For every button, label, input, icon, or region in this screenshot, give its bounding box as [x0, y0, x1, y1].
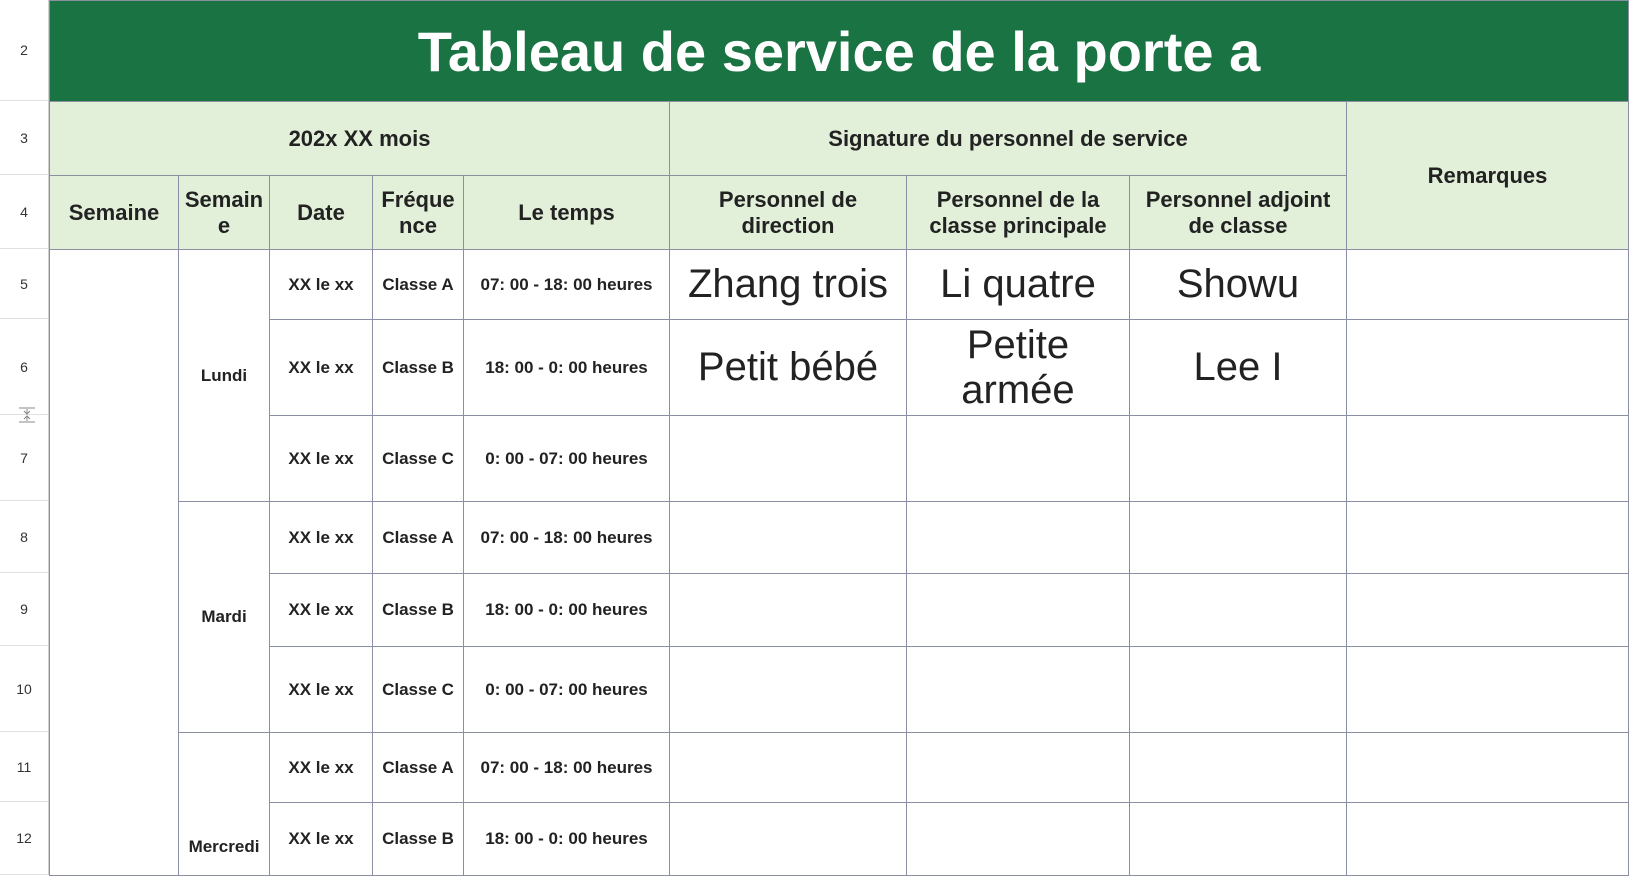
principale-cell[interactable] — [907, 502, 1130, 574]
row-header-column — [0, 0, 49, 875]
classe-cell[interactable]: Classe C — [373, 416, 464, 502]
row-number[interactable]: 6 — [0, 319, 48, 415]
column-header-semaine[interactable]: Semaine — [50, 176, 179, 250]
adjoint-cell[interactable] — [1130, 733, 1347, 803]
row-resize-icon[interactable] — [17, 405, 37, 425]
table-row — [50, 803, 1629, 876]
day-cell-mardi[interactable]: Mardi — [179, 502, 270, 733]
adjoint-cell[interactable] — [1130, 574, 1347, 647]
adjoint-cell[interactable]: Showu — [1130, 250, 1347, 320]
date-cell[interactable]: XX le xx — [270, 733, 373, 803]
period-header[interactable]: 202x XX mois — [50, 102, 670, 176]
row-number[interactable]: 10 — [0, 646, 48, 732]
classe-cell[interactable]: Classe A — [373, 502, 464, 574]
temps-cell[interactable]: 18: 00 - 0: 00 heures — [464, 803, 670, 876]
temps-cell[interactable]: 07: 00 - 18: 00 heures — [464, 502, 670, 574]
principale-cell[interactable] — [907, 803, 1130, 876]
classe-cell[interactable]: Classe A — [373, 250, 464, 320]
direction-cell[interactable] — [670, 647, 907, 733]
table-row — [50, 647, 1629, 733]
principale-cell[interactable] — [907, 733, 1130, 803]
principale-cell[interactable] — [907, 416, 1130, 502]
classe-cell[interactable]: Classe B — [373, 574, 464, 647]
row-number[interactable]: 7 — [0, 415, 48, 501]
column-header-frequence[interactable]: Fréque nce — [373, 176, 464, 250]
remarks-cell[interactable] — [1347, 803, 1629, 876]
date-cell[interactable]: XX le xx — [270, 320, 373, 416]
column-header-date[interactable]: Date — [270, 176, 373, 250]
remarks-cell[interactable] — [1347, 416, 1629, 502]
table-row — [50, 250, 1629, 320]
row-number[interactable]: 4 — [0, 175, 48, 249]
signature-group-header[interactable]: Signature du personnel de service — [670, 102, 1347, 176]
column-header-principale[interactable]: Personnel de la classe principale — [907, 176, 1130, 250]
column-header-adjoint[interactable]: Personnel adjoint de classe — [1130, 176, 1347, 250]
week-cell[interactable] — [50, 250, 179, 876]
duty-roster-table — [49, 0, 1629, 876]
row-number[interactable]: 5 — [0, 249, 48, 319]
row-number[interactable]: 12 — [0, 802, 48, 875]
row-number[interactable]: 3 — [0, 101, 48, 175]
date-cell[interactable]: XX le xx — [270, 647, 373, 733]
direction-cell[interactable] — [670, 733, 907, 803]
table-row — [50, 502, 1629, 574]
direction-cell[interactable]: Petit bébé — [670, 320, 907, 416]
remarks-cell[interactable] — [1347, 502, 1629, 574]
classe-cell[interactable]: Classe A — [373, 733, 464, 803]
remarks-header[interactable]: Remarques — [1347, 102, 1629, 250]
row-number[interactable]: 9 — [0, 573, 48, 646]
table-row — [50, 733, 1629, 803]
date-cell[interactable]: XX le xx — [270, 574, 373, 647]
date-cell[interactable]: XX le xx — [270, 250, 373, 320]
direction-cell[interactable] — [670, 803, 907, 876]
principale-cell[interactable]: Li quatre — [907, 250, 1130, 320]
column-header-temps[interactable]: Le temps — [464, 176, 670, 250]
date-cell[interactable]: XX le xx — [270, 416, 373, 502]
row-number[interactable]: 11 — [0, 732, 48, 802]
direction-cell[interactable] — [670, 416, 907, 502]
column-header-semaine-2[interactable]: Semain e — [179, 176, 270, 250]
adjoint-cell[interactable] — [1130, 803, 1347, 876]
day-cell-mercredi[interactable]: Mercredi — [179, 733, 270, 876]
table-row — [50, 320, 1629, 416]
principale-cell[interactable] — [907, 647, 1130, 733]
column-header-direction[interactable]: Personnel de direction — [670, 176, 907, 250]
classe-cell[interactable]: Classe B — [373, 803, 464, 876]
classe-cell[interactable]: Classe C — [373, 647, 464, 733]
remarks-cell[interactable] — [1347, 733, 1629, 803]
row-number[interactable]: 2 — [0, 0, 48, 101]
sheet-title[interactable]: Tableau de service de la porte a — [50, 1, 1629, 102]
temps-cell[interactable]: 07: 00 - 18: 00 heures — [464, 250, 670, 320]
row-number[interactable]: 8 — [0, 501, 48, 573]
classe-cell[interactable]: Classe B — [373, 320, 464, 416]
adjoint-cell[interactable] — [1130, 502, 1347, 574]
adjoint-cell[interactable] — [1130, 647, 1347, 733]
principale-cell[interactable]: Petite armée — [907, 320, 1130, 416]
remarks-cell[interactable] — [1347, 574, 1629, 647]
direction-cell[interactable] — [670, 574, 907, 647]
direction-cell[interactable] — [670, 502, 907, 574]
direction-cell[interactable]: Zhang trois — [670, 250, 907, 320]
temps-cell[interactable]: 18: 00 - 0: 00 heures — [464, 574, 670, 647]
day-cell-lundi[interactable]: Lundi — [179, 250, 270, 502]
date-cell[interactable]: XX le xx — [270, 803, 373, 876]
remarks-cell[interactable] — [1347, 647, 1629, 733]
adjoint-cell[interactable] — [1130, 416, 1347, 502]
temps-cell[interactable]: 0: 00 - 07: 00 heures — [464, 647, 670, 733]
table-row — [50, 416, 1629, 502]
remarks-cell[interactable] — [1347, 320, 1629, 416]
adjoint-cell[interactable]: Lee I — [1130, 320, 1347, 416]
remarks-cell[interactable] — [1347, 250, 1629, 320]
temps-cell[interactable]: 07: 00 - 18: 00 heures — [464, 733, 670, 803]
temps-cell[interactable]: 18: 00 - 0: 00 heures — [464, 320, 670, 416]
date-cell[interactable]: XX le xx — [270, 502, 373, 574]
principale-cell[interactable] — [907, 574, 1130, 647]
table-row — [50, 574, 1629, 647]
temps-cell[interactable]: 0: 00 - 07: 00 heures — [464, 416, 670, 502]
